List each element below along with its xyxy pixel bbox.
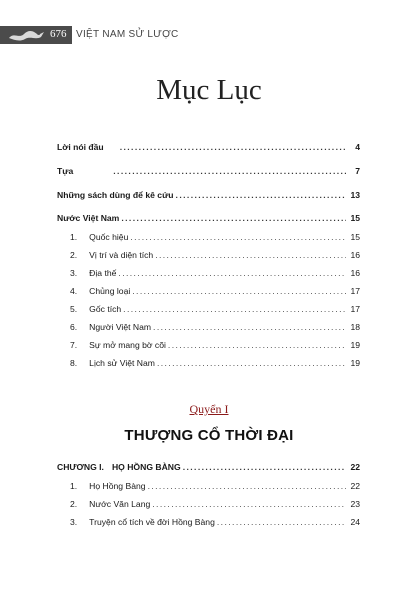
toc-subentry-page: 24 xyxy=(350,517,360,527)
toc-subentry-page: 16 xyxy=(350,250,360,260)
running-title: VIỆT NAM SỬ LƯỢC xyxy=(76,29,179,40)
toc-entry-label: Những sách dùng để kê cứu xyxy=(57,190,174,200)
toc-subentry-number: 3. xyxy=(70,268,78,278)
toc-entry-nuoc-viet-nam[interactable] xyxy=(57,213,360,223)
leader-dots xyxy=(123,304,346,314)
toc-subentry-number: 7. xyxy=(70,340,78,350)
leader-dots xyxy=(148,481,346,491)
toc-entry-label: Nước Việt Nam xyxy=(57,213,120,223)
toc-subentry-number: 3. xyxy=(70,517,78,527)
toc-subentry[interactable] xyxy=(70,322,360,332)
toc-subentry-number: 1. xyxy=(70,232,78,242)
leader-dots xyxy=(113,166,346,176)
toc-subentry[interactable] xyxy=(70,304,360,314)
running-header xyxy=(0,26,418,44)
toc-subentry-number: 2. xyxy=(70,499,78,509)
toc-subentry[interactable] xyxy=(70,499,360,509)
leader-dots xyxy=(121,213,346,223)
section-title: THƯỢNG CỔ THỜI ĐẠI xyxy=(124,427,294,444)
volume-label: Quyển I xyxy=(189,402,229,416)
toc-entry-loi-noi-dau[interactable] xyxy=(57,142,360,152)
toc-subentry-label: Lịch sử Việt Nam xyxy=(89,358,155,368)
header-band xyxy=(0,26,72,44)
chapter-label: CHƯƠNG I. xyxy=(57,462,104,472)
toc-subentry-label: Họ Hồng Bàng xyxy=(89,481,146,491)
toc-entry-page: 15 xyxy=(350,213,360,223)
toc-entry-nhung-sach[interactable] xyxy=(57,190,360,200)
toc-subentry[interactable] xyxy=(70,481,360,491)
toc-subentry-page: 22 xyxy=(350,481,360,491)
leader-dots xyxy=(157,358,346,368)
toc-entry-label: Lời nói đầu xyxy=(57,142,104,152)
toc-subentry-page: 16 xyxy=(350,268,360,278)
toc-subentry-page: 19 xyxy=(350,358,360,368)
toc-subentry-label: Quốc hiệu xyxy=(89,232,129,242)
toc-entry-label: Tựa xyxy=(57,166,74,176)
toc-subentry-number: 6. xyxy=(70,322,78,332)
toc-subentry-label: Địa thế xyxy=(89,268,117,278)
leader-dots xyxy=(120,142,346,152)
page-title: Mục Lục xyxy=(156,74,262,106)
toc-subentry[interactable] xyxy=(70,340,360,350)
toc-subentry-label: Người Việt Nam xyxy=(89,322,152,332)
toc-subentry-label: Nước Văn Lang xyxy=(89,499,151,509)
toc-entry-page: 13 xyxy=(350,190,360,200)
toc-subentry-page: 17 xyxy=(350,286,360,296)
page-number: 676 xyxy=(50,28,67,40)
toc-subentry-number: 4. xyxy=(70,286,78,296)
leader-dots xyxy=(153,322,346,332)
toc-subentry-label: Gốc tích xyxy=(89,304,122,314)
toc-subentry[interactable] xyxy=(70,232,360,242)
toc-subentry-label: Truyện cổ tích về đời Hồng Bàng xyxy=(89,517,215,527)
leader-dots xyxy=(130,232,346,242)
toc-subentry-page: 15 xyxy=(350,232,360,242)
toc-subentry-page: 19 xyxy=(350,340,360,350)
leader-dots xyxy=(132,286,346,296)
toc-subentry-page: 18 xyxy=(350,322,360,332)
toc-subentry-label: Chủng loại xyxy=(89,286,131,296)
toc-subentry[interactable] xyxy=(70,250,360,260)
toc-chapter-entry[interactable] xyxy=(57,462,360,472)
toc-subentry-number: 5. xyxy=(70,304,78,314)
leader-dots xyxy=(152,499,346,509)
toc-subentry-number: 8. xyxy=(70,358,78,368)
chapter-page: 22 xyxy=(350,462,360,472)
leader-dots xyxy=(176,190,346,200)
chapter-title: HỌ HỒNG BÀNG xyxy=(111,462,181,472)
toc-subentry-label: Vị trí và diện tích xyxy=(89,250,154,260)
dragon-ornament-icon xyxy=(8,29,46,41)
toc-subentry-page: 23 xyxy=(350,499,360,509)
leader-dots xyxy=(118,268,346,278)
leader-dots xyxy=(168,340,346,350)
toc-subentry[interactable] xyxy=(70,286,360,296)
toc-subentry-page: 17 xyxy=(350,304,360,314)
leader-dots xyxy=(155,250,346,260)
toc-subentry-number: 1. xyxy=(70,481,78,491)
toc-subentry-label: Sự mở mang bờ cõi xyxy=(89,340,166,350)
toc-subentry[interactable] xyxy=(70,517,360,527)
toc-subentry-number: 2. xyxy=(70,250,78,260)
leader-dots xyxy=(183,462,346,472)
toc-entry-page: 7 xyxy=(355,166,360,176)
toc-subentry[interactable] xyxy=(70,268,360,278)
toc-entry-page: 4 xyxy=(355,142,360,152)
leader-dots xyxy=(217,517,346,527)
toc-entry-tua[interactable] xyxy=(57,166,360,176)
toc-subentry[interactable] xyxy=(70,358,360,368)
